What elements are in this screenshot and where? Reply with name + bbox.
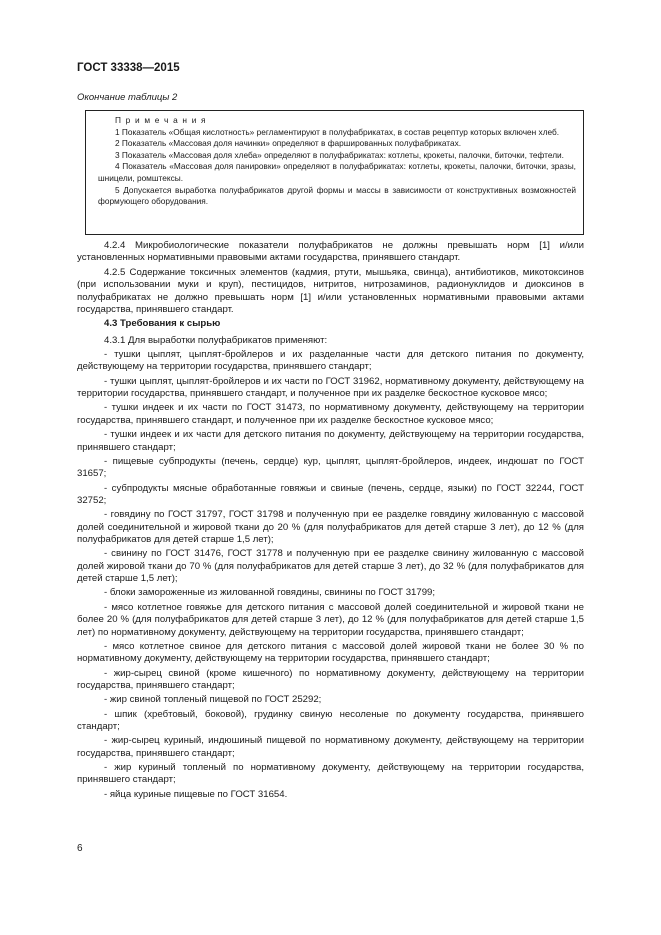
page-number: 6 [77, 843, 83, 854]
list-item: - жир куриный топленый по нормативному документу, действующему на территории государства, принявшего стандарт; [77, 761, 584, 786]
list-item: - свинину по ГОСТ 31476, ГОСТ 31778 и полученную при ее разделке свинину жилованную с массовой долей жировой ткани до 70 % (для полуфабрикатов для детей старше 3 лет), до 32 % (для полуфабрикатов для детей старше 1,5 лет); [77, 548, 584, 585]
document-body [77, 240, 584, 803]
list-item: - тушки индеек и их части для детского питания по документу, действующему на территории государства, принявшего стандарт; [77, 429, 584, 453]
list-item: - жир свиной топленый пищевой по ГОСТ 25292; [104, 694, 322, 706]
paragraph-4-3-1: 4.3.1 Для выработки полуфабрикатов применяют: [104, 334, 328, 346]
list-item: - яйца куриные пищевые по ГОСТ 31654. [104, 788, 288, 800]
note-item: 1 Показатель «Общая кислотность» регламентируют в полуфабрикатах, в состав рецептур которых включен хлеб. [115, 126, 560, 137]
notes-box [85, 110, 584, 235]
list-item: - мясо котлетное говяжье для детского питания с массовой долей соединительной и жировой ткани не более 20 % (для полуфабрикатов для детей старше 3 лет), до 12 % (для полуфабрикатов для детей старше 1,5 лет) по нормативному документу, действующему на территории государства, принявшего стандарт; [77, 601, 584, 638]
list-item: - пищевые субпродукты (печень, сердце) кур, цыплят, цыплят-бройлеров, индеек, индюшат по ГОСТ 31657; [77, 455, 584, 480]
paragraph-4-2-5: 4.2.5 Содержание токсичных элементов (кадмия, ртути, мышьяка, свинца), антибиотиков, микотоксинов (при использовании муки и круп), пестицидов, нитритов, нитрозаминов, радионуклидов и диоксинов в полуфабрикатах не должно превышать норм [1] и/или установленных нормативными правовыми актами государства, принявшего стандарт. [77, 266, 584, 315]
list-item: - жир-сырец куриный, индюшиный пищевой по нормативному документу, действующему на территории государства, принявшего стандарт; [77, 735, 584, 759]
note-item: 3 Показатель «Массовая доля хлеба» определяют в полуфабрикатах: котлеты, крокеты, палочки, биточки, тефтели. [115, 149, 564, 160]
list-item: - тушки индеек и их части по ГОСТ 31473, по нормативному документу, действующему на территории государства, принявшего стандарт, и полученное при их разделке бескостное кусковое мясо; [77, 402, 584, 426]
list-item: - субпродукты мясные обработанные говяжьи и свиные (печень, сердце, языки) по ГОСТ 32244, ГОСТ 32752; [77, 482, 584, 506]
list-item: - шпик (хребтовый, боковой), грудинку свиную несоленые по документу государства, принявшего стандарт; [77, 708, 584, 732]
note-item: 4 Показатель «Массовая доля панировки» определяют в полуфабрикатах: котлеты, крокеты, палочки, биточки, зразы, шницели, ромштексы. [98, 161, 576, 183]
list-item: - тушки цыплят, цыплят-бройлеров и их разделанные части для детского питания по документу, действующему на территории государства, принявшего стандарт; [77, 349, 584, 373]
note-item: 2 Показатель «Массовая доля начинки» определяют в фаршированных полуфабрикатах. [115, 138, 462, 149]
list-item: - говядину по ГОСТ 31797, ГОСТ 31798 и полученную при ее разделке говядину жилованную с массовой долей соединительной и жировой ткани до 20 % (для полуфабрикатов для детей старше 3 лет), до 12 % (для полуфабрикатов для детей старше 1,5 лет); [77, 509, 584, 546]
document-header: ГОСТ 33338—2015 [77, 62, 180, 74]
table-caption: Окончание таблицы 2 [77, 92, 178, 103]
list-item: - тушки цыплят, цыплят-бройлеров и их части по ГОСТ 31962, нормативному документу, действующему на территории государства, принявшего стандарт, и полученное при их разделке бескостное кусковое мясо; [77, 375, 584, 400]
note-item: 5 Допускается выработка полуфабрикатов другой формы и массы в зависимости от конструктивных возможностей формующего оборудования. [98, 184, 576, 207]
list-item: - блоки замороженные из жилованной говядины, свинины по ГОСТ 31799; [104, 587, 436, 599]
paragraph-4-2-4: 4.2.4 Микробиологические показатели полуфабрикатов не должны превышать норм [1] и/или установленных нормативными правовыми актами государства, принявшего стандарт. [77, 240, 584, 264]
list-item: - жир-сырец свиной (кроме кишечного) по нормативному документу, действующему на территории государства, принявшего стандарт; [77, 667, 584, 691]
list-item: - мясо котлетное свиное для детского питания с массовой долей жировой ткани не более 30 % по нормативному документу, действующему на территории государства, принявшего стандарт; [77, 640, 584, 665]
notes-title: П р и м е ч а н и я [115, 115, 207, 125]
section-heading: 4.3 Требования к сырью [104, 318, 221, 330]
